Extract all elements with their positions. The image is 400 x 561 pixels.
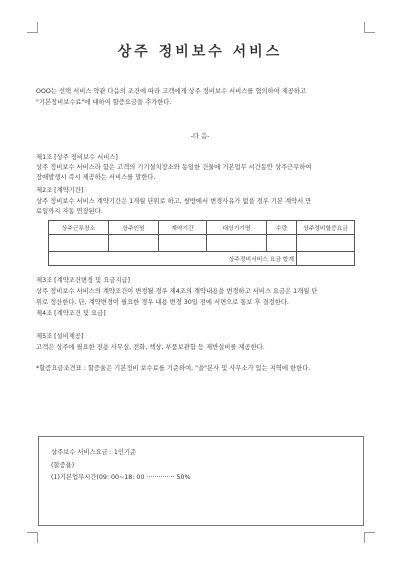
surcharge-note: *할증요금조견표 : 할증율은 기본정비 보수료를 기준하여, "을"본사 및 사무소가 있는 지역에 한한다.: [36, 365, 311, 372]
table-header-cell: 대상기기명: [207, 221, 267, 235]
rate-box: [38, 436, 364, 526]
article-5-title: 제5조 [설비제공]: [36, 333, 84, 340]
article-1-title: 제1조 [상주 정비보수 서비스]: [36, 154, 118, 161]
total-label: 상주정비서비스 요금 합계: [49, 252, 297, 266]
table-row: [49, 235, 355, 252]
rate-box-line-3: (1)기본업무시간(09: 00~18: 00 ·············· 50%: [51, 474, 191, 481]
article-3-line-2: 위로 정산한다. 단, 계약변경이 필요한 경우 내용 변경 30일 전에 서면으로 통보 후 결정한다.: [36, 299, 289, 306]
crop-mark-top-right: [364, 22, 375, 33]
table-header-cell: 상주근무장소: [49, 221, 109, 235]
table-header-row: [49, 221, 355, 235]
article-1-line-2: 장애발생시 즉시 제공하는 서비스를 말한다.: [36, 174, 156, 181]
table-total-row: [49, 252, 355, 266]
article-3-line-1: 상주 정비보수 서비스의 계약조건이 변경될 경우 제4조의 계약내용을 변경하고 서비스 요금은 1개월 단: [36, 288, 318, 295]
crop-mark-bottom-left: [27, 532, 38, 543]
total-value-cell[interactable]: [297, 252, 355, 266]
table-cell[interactable]: [49, 235, 109, 252]
rate-box-line-1: 상주보수 서비스요금 : 1인기준: [51, 449, 137, 456]
intro-line-1: OOO는 선택 서비스 약관 다음의 조건에 따라 고객에게 상주 정비보수 서비스를 협의하여 제공하고: [36, 88, 307, 95]
table-header-cell: 계약기간: [159, 221, 207, 235]
intro-line-2: "기본정비보수료"에 대하여 할증요금을 추가한다.: [36, 99, 172, 106]
table-cell[interactable]: [207, 235, 267, 252]
article-4-title: 제4조 [계약조건 및 요금]: [36, 310, 106, 317]
document-title: 상주 정비보수 서비스: [117, 44, 283, 60]
rate-box-line-2: (할증율): [51, 462, 75, 469]
table-cell[interactable]: [109, 235, 159, 252]
contract-table: [48, 220, 355, 266]
article-1-line-1: 상주 정비보수 서비스라 함은 고객의 기기설치장소와 동일한 건물에 기본업무 시간동안 상주근무하여: [36, 164, 312, 171]
table-header-cell: 상주인원: [109, 221, 159, 235]
table-header-cell: 상주정비할증요금: [297, 221, 355, 235]
section-heading: -다 음-: [190, 133, 210, 140]
table-header-cell: 수량: [267, 221, 297, 235]
crop-mark-top-left: [27, 22, 38, 33]
article-5-line-1: 고객은 상주에 필요한 전용 사무실, 전화, 책상, 부품보관함 등 제반설비를 제공한다.: [36, 344, 265, 351]
crop-mark-bottom-right: [364, 532, 375, 543]
article-2-line-2: 료일까지 자동 연장된다.: [36, 208, 103, 215]
article-2-title: 제2조 [계약기간]: [36, 187, 84, 194]
table-cell[interactable]: [159, 235, 207, 252]
table-cell[interactable]: [297, 235, 355, 252]
article-3-title: 제3조 [계약조건변경 및 요금지급]: [36, 277, 131, 284]
article-2-line-1: 상주 정비보수 서비스 계약기간은 1개월 단위로 하고, 쌍방에서 변경사유가 없을 경우 기본 계약서 만: [36, 198, 312, 205]
table-cell[interactable]: [267, 235, 297, 252]
